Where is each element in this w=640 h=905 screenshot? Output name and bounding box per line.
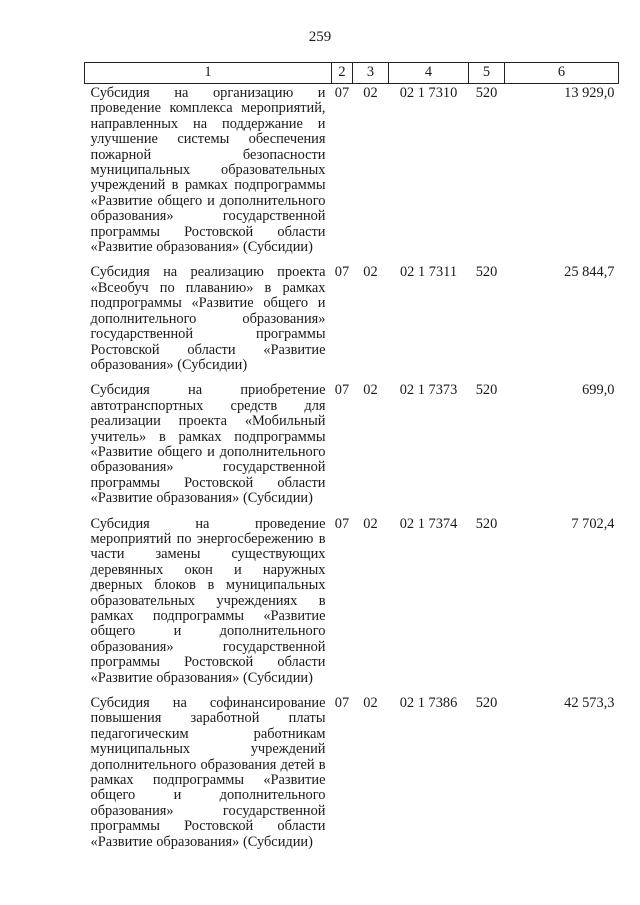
column-header-1: 1 <box>85 63 332 84</box>
row-section-code: 07 <box>334 264 350 281</box>
column-header-2: 2 <box>332 63 353 84</box>
row-subsection-code: 02 <box>363 264 378 281</box>
row-expense-type: 520 <box>475 515 498 532</box>
column-header-4: 4 <box>389 63 469 84</box>
row-amount: 25 844,7 <box>564 264 615 281</box>
table-row <box>85 694 619 858</box>
row-description: Субсидия на реализацию проекта «Всеобуч по плаванию» в рамках подпрограммы «Развитие общего и дополнительного образования» государственной программы Ростовской области «Развитие образования» (Субсидии) <box>90 264 326 373</box>
row-expense-type: 520 <box>475 382 498 399</box>
column-header-6: 6 <box>505 63 619 84</box>
row-subsection-code: 02 <box>363 695 378 712</box>
row-section-code: 07 <box>334 382 350 399</box>
column-header-3: 3 <box>353 63 389 84</box>
row-description: Субсидия на проведение мероприятий по энергосбережению в части замены существующих деревянных окон и наружных дверных блоков в муниципальных образовательных учреждениях в рамках подпрограммы «Развитие общего и дополнительного образования» государственной программы Ростовской области «Развитие образования» (Субсидии) <box>90 515 326 686</box>
column-header-5: 5 <box>469 63 505 84</box>
row-expense-type: 520 <box>475 85 498 101</box>
row-section-code: 07 <box>334 695 350 712</box>
table-row <box>85 84 619 264</box>
row-amount: 699,0 <box>582 382 615 399</box>
row-subsection-code: 02 <box>363 515 378 532</box>
row-target-article: 02 1 7374 <box>399 515 458 532</box>
row-subsection-code: 02 <box>363 382 378 399</box>
row-description: Субсидия на приобретение автотранспортных средств для реализации проекта «Мобильный учитель» в рамках подпрограммы «Развитие общего и дополнительного образования» государственной программы Ростовской области «Развитие образования» (Субсидии) <box>90 382 326 507</box>
table-row <box>85 515 619 694</box>
table-header-row <box>85 63 619 84</box>
row-target-article: 02 1 7310 <box>399 85 458 101</box>
row-description: Субсидия на организацию и проведение комплекса мероприятий, направленных на поддержание и улучшение системы обеспечения пожарной безопасности муниципальных образовательных учреждений в рамках подпрограммы «Развитие общего и дополнительного образования» государственной программы Ростовской области «Развитие образования» (Субсидии) <box>90 85 326 256</box>
row-target-article: 02 1 7386 <box>399 695 458 712</box>
row-amount: 7 702,4 <box>571 515 615 532</box>
row-amount: 13 929,0 <box>564 85 615 101</box>
row-description: Субсидия на софинансирование повышения заработной платы педагогическим работникам муниципальных учреждений дополнительного образования детей в рамках подпрограммы «Развитие общего и дополнительного образования» государственной программы Ростовской области «Развитие образования» (Субсидии) <box>90 695 326 850</box>
table-row <box>85 381 619 514</box>
row-expense-type: 520 <box>475 695 498 712</box>
budget-table <box>84 62 619 858</box>
row-expense-type: 520 <box>475 264 498 281</box>
table-row <box>85 263 619 381</box>
row-subsection-code: 02 <box>363 85 378 101</box>
row-section-code: 07 <box>334 85 350 101</box>
row-section-code: 07 <box>334 515 350 532</box>
page-number: 259 <box>308 29 332 45</box>
row-target-article: 02 1 7311 <box>399 264 458 281</box>
row-amount: 42 573,3 <box>564 695 615 712</box>
row-target-article: 02 1 7373 <box>399 382 458 399</box>
